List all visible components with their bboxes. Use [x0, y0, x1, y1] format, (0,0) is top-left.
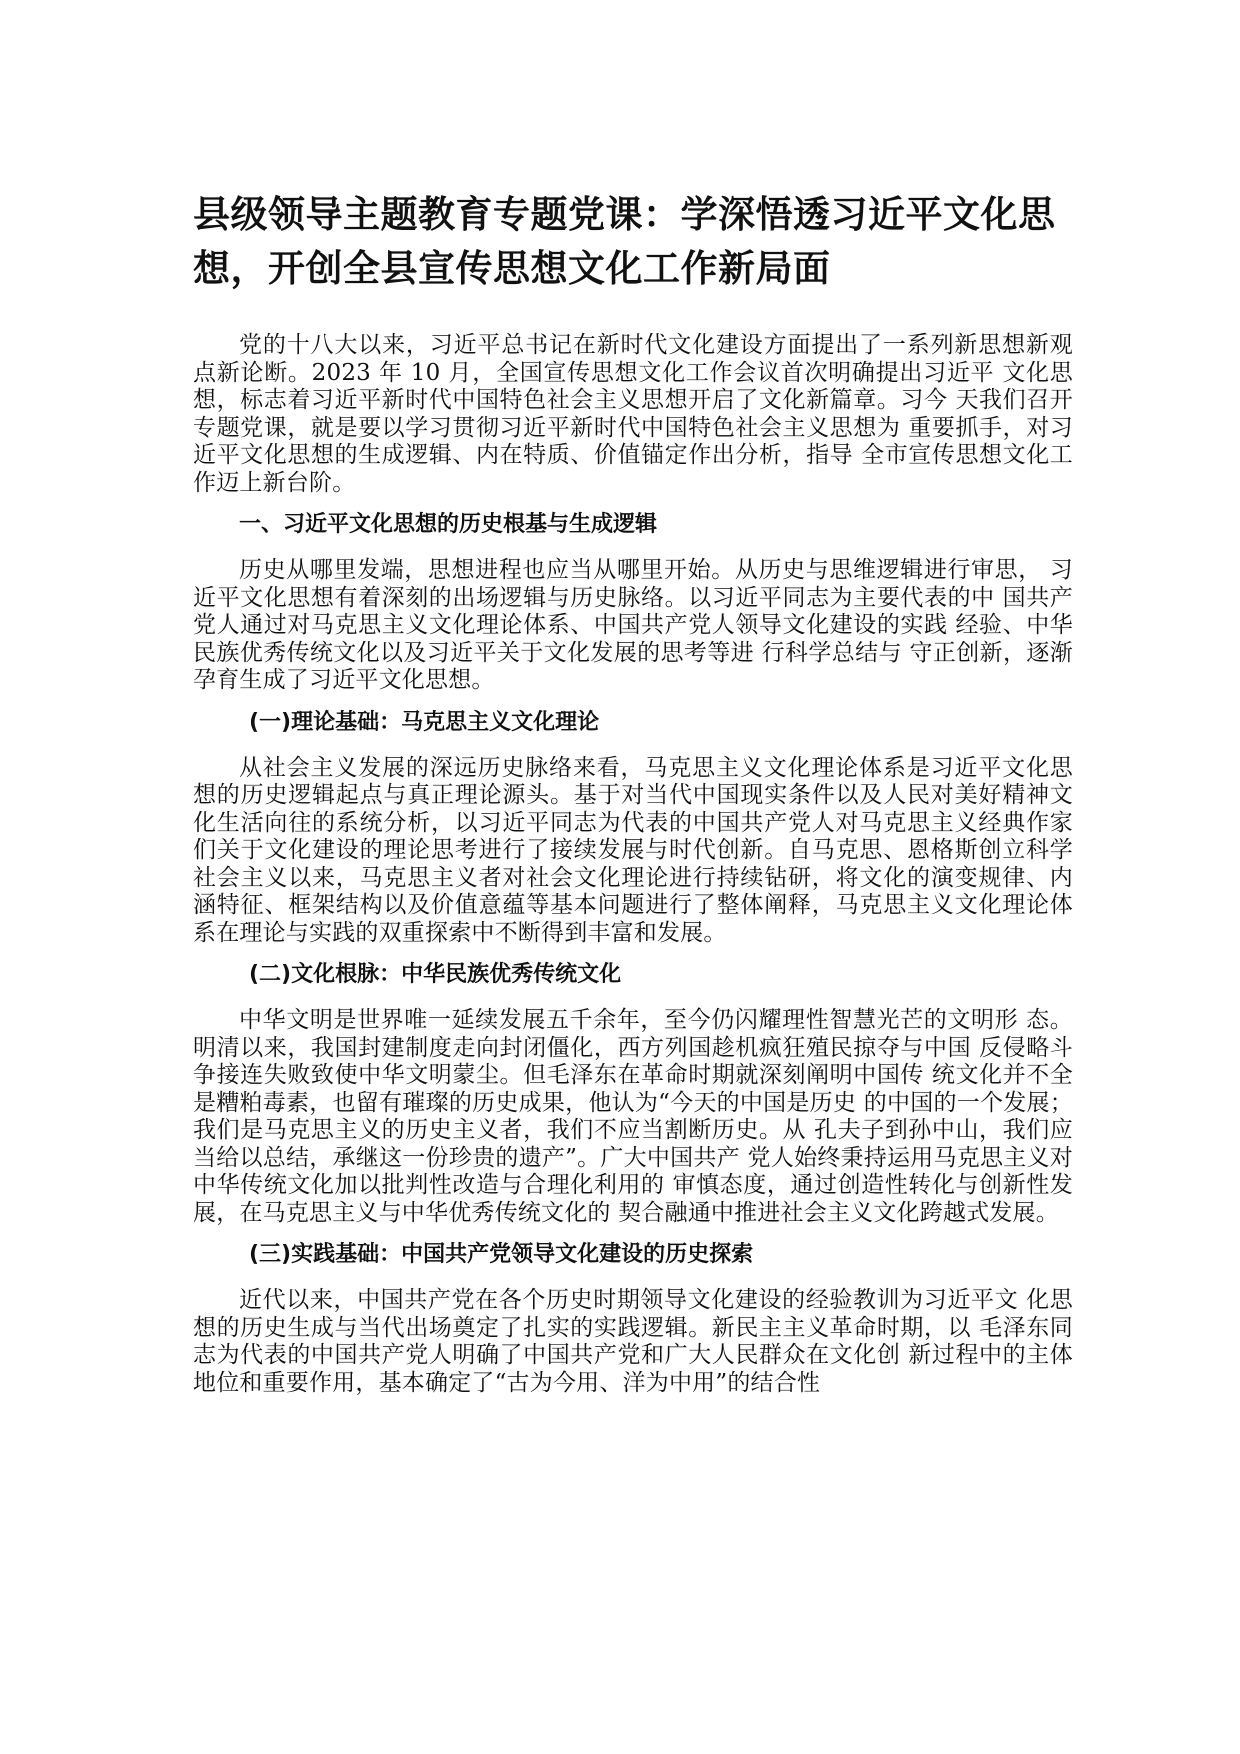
- subsection-heading-2: (二)文化根脉：中华民族优秀传统文化: [249, 962, 622, 987]
- subsection-heading-3: (三)实践基础：中国共产党领导文化建设的历史探索: [249, 1242, 754, 1267]
- section-heading-1: 一、习近平文化思想的历史根基与生成逻辑: [239, 512, 658, 537]
- subsection-heading-1: (一)理论基础：马克思主义文化理论: [249, 709, 600, 735]
- subsection-2-paragraph: 中华文明是世界唯一延续发展五千余年，至今仍闪耀理性智慧光芒的文明形 态。明清以来，我国封建制度走向封闭僵化，西方列国趁机疯狂殖民掠夺与中国 反侵略斗争接连失败致使中华文明蒙尘。但毛泽东在革命时期就深刻阐明中国传 统文化并不全是糟粕毒素，也留有璀璨的历史成果，他认为“今天的中国是历史 的中国的一个发展；我们是马克思主义的历史主义者，我们不应当割断历史。从 孔夫子到孙中山，我们应当给以总结，承继这一份珍贵的遗产”。广大中国共产 党人始终秉持运用马克思主义对中华传统文化加以批判性改造与合理化利用的 审慎态度，通过创造性转化与创新性发展，在马克思主义与中华优秀传统文化的 契合融通中推进社会主义文化跨越式发展。: [193, 1007, 1073, 1226]
- document-page: [193, 188, 1073, 1411]
- section-1-paragraph: 历史从哪里发端，思想进程也应当从哪里开始。从历史与思维逻辑进行审思， 习近平文化思想有着深刻的出场逻辑与历史脉络。以习近平同志为主要代表的中 国共产党人通过对马克思主义文化理论体系、中国共产党人领导文化建设的实践 经验、中华民族优秀传统文化以及习近平关于文化发展的思考等进 行科学总结与 守正创新，逐渐孕育生成了习近平文化思想。: [193, 557, 1073, 693]
- subsection-3-paragraph: 近代以来，中国共产党在各个历史时期领导文化建设的经验教训为习近平文 化思想的历史生成与当代出场奠定了扎实的实践逻辑。新民主主义革命时期，以 毛泽东同志为代表的中国共产党人明确了中国共产党和广大人民群众在文化创 新过程中的主体地位和重要作用，基本确定了“古为今用、洋为中用”的结合性: [193, 1287, 1073, 1396]
- intro-paragraph: 党的十八大以来，习近平总书记在新时代文化建设方面提出了一系列新思想新观点新论断。2023 年 10 月，全国宣传思想文化工作会议首次明确提出习近平 文化思想，标志着习近平新时代中国特色社会主义思想开启了文化新篇章。习今 天我们召开专题党课，就是要以学习贯彻习近平新时代中国特色社会主义思想为 重要抓手，对习近平文化思想的生成逻辑、内在特质、价值锚定作出分析，指导 全市宣传思想文化工作迈上新台阶。: [193, 332, 1073, 496]
- document-title: 县级领导主题教育专题党课：学深悟透习近平文化思想，开创全县宣传思想文化工作新局面: [193, 193, 1056, 290]
- subsection-1-paragraph: 从社会主义发展的深远历史脉络来看，马克思主义文化理论体系是习近平文化思想的历史逻辑起点与真正理论源头。基于对当代中国现实条件以及人民对美好精神文化生活向往的系统分析，以习近平同志为代表的中国共产党人对马克思主义经典作家们关于文化建设的理论思考进行了接续发展与时代创新。自马克思、恩格斯创立科学社会主义以来，马克思主义者对社会文化理论进行持续钻研，将文化的演变规律、内涵特征、框架结构以及价值意蕴等基本问题进行了整体阐释，马克思主义文化理论体系在理论与实践的双重探索中不断得到丰富和发展。: [193, 754, 1073, 946]
